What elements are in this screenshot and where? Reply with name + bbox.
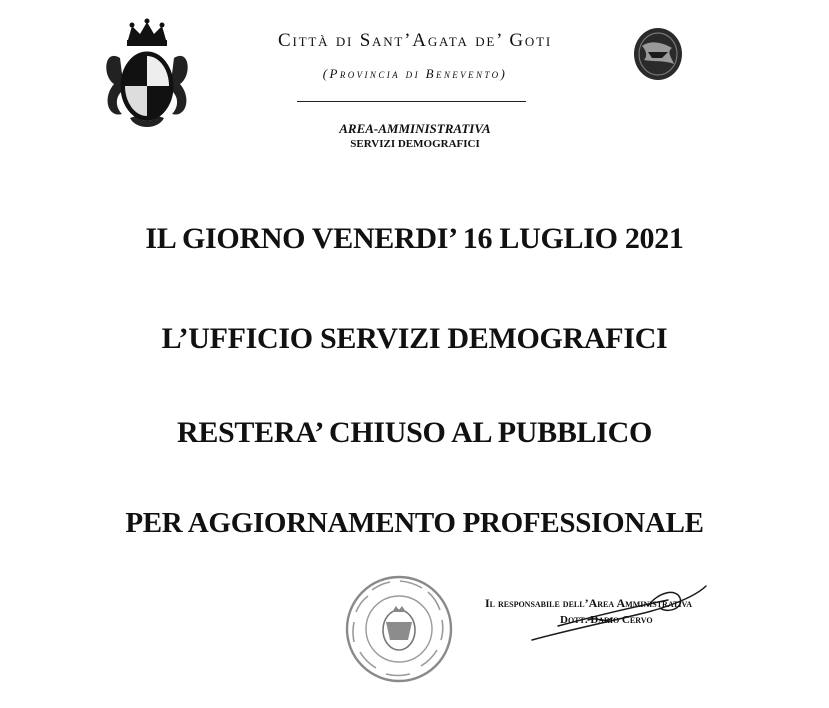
official-stamp-icon: [342, 572, 456, 686]
circular-emblem-icon: [632, 26, 684, 82]
notice-closure-line: RESTERA’ CHIUSO AL PUBBLICO: [176, 416, 653, 449]
department-area: AREA-AMMINISTRATIVA: [339, 121, 491, 136]
notice-office-line: L’UFFICIO SERVIZI DEMOGRAFICI: [161, 322, 668, 355]
signatory-name: Dott. Dario Cervo: [560, 614, 653, 626]
city-coat-of-arms-icon: [100, 18, 194, 136]
province-subtitle: (Provincia di Benevento): [322, 66, 508, 81]
signatory-role: Il responsabile dell’Area Amministrativa: [485, 596, 692, 610]
handwritten-signature: [528, 578, 728, 648]
city-title: Città di Sant’Agata de’ Goti: [278, 30, 552, 51]
department-service: SERVIZI DEMOGRAFICI: [350, 138, 480, 150]
notice-reason-line: PER AGGIORNAMENTO PROFESSIONALE: [125, 507, 704, 539]
header-divider: [297, 101, 526, 102]
notice-date-line: IL GIORNO VENERDI’ 16 LUGLIO 2021: [145, 222, 684, 255]
